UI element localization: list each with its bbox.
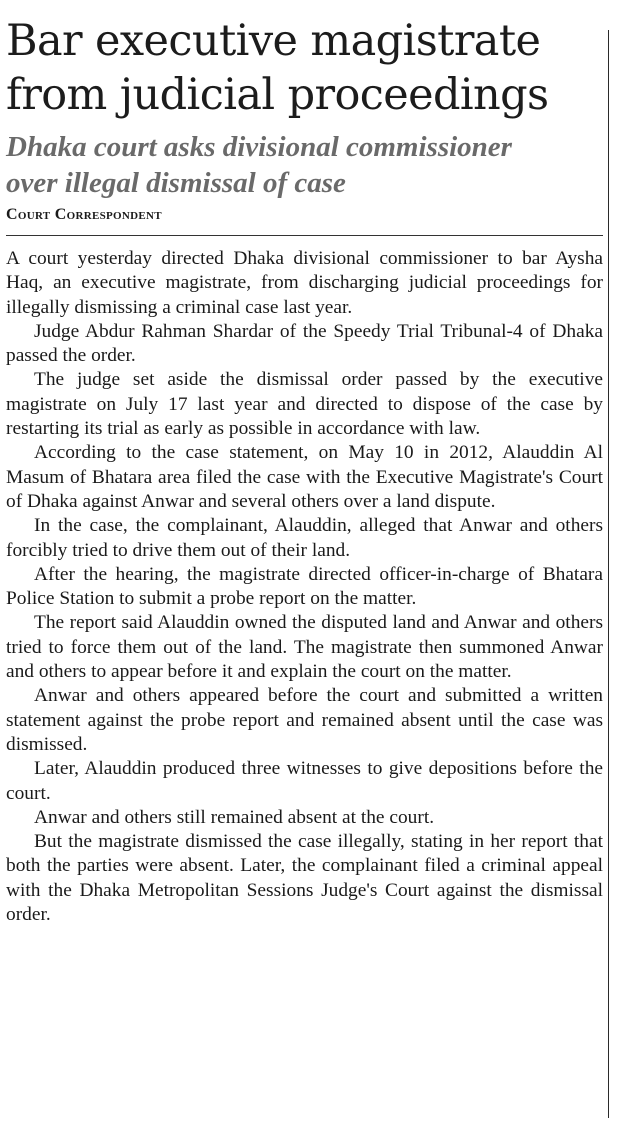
- byline-divider: [6, 235, 603, 236]
- headline: [6, 0, 603, 122]
- byline: Court Correspondent: [6, 206, 162, 223]
- paragraph: Judge Abdur Rahman Shardar of the Speedy Trial Tribunal-4 of Dhaka passed the order.: [6, 320, 603, 367]
- paragraph: The judge set aside the dismissal order passed by the executive magistrate on July 17 last year and directed to dispose of the case by restarting its trial as early as possible in accordance with law.: [6, 369, 603, 440]
- paragraph: Anwar and others still remained absent at the court.: [34, 806, 435, 828]
- paragraph: The report said Alauddin owned the disputed land and Anwar and others tried to force them out of the land. The magistrate then summoned Anwar and others to appear before it and explain the court on the matter.: [6, 612, 603, 683]
- paragraph: Later, Alauddin produced three witnesses to give depositions before the court.: [6, 758, 603, 804]
- paragraph: After the hearing, the magistrate directed officer-in-charge of Bhatara Police Station to submit a probe report on the matter.: [6, 563, 603, 610]
- subheadline-line-2: over illegal dismissal of case: [6, 167, 346, 199]
- column-divider: [608, 30, 609, 1118]
- subheadline-line-1: Dhaka court asks divisional commissioner: [6, 131, 512, 163]
- headline-line-1: Bar executive magistrate: [6, 16, 541, 66]
- paragraph: In the case, the complainant, Alauddin, alleged that Anwar and others forcibly tried to drive them out of their land.: [6, 515, 603, 561]
- headline-line-2: from judicial proceedings: [6, 70, 549, 120]
- news-article: [6, 0, 603, 1142]
- paragraph: But the magistrate dismissed the case illegally, stating in her report that both the parties were absent. Later, the complainant filed a criminal appeal with the Dhaka Metropolitan Sessions Judge's Court against the dismissal order.: [6, 831, 603, 926]
- subheadline: [6, 129, 603, 201]
- paragraph: A court yesterday directed Dhaka divisional commissioner to bar Aysha Haq, an executive magistrate, from discharging judicial proceedings for illegally dismissing a criminal case last year.: [6, 248, 603, 318]
- article-body: [6, 247, 603, 927]
- paragraph: Anwar and others appeared before the court and submitted a written statement against the probe report and remained absent until the case was dismissed.: [6, 685, 603, 755]
- paragraph: According to the case statement, on May 10 in 2012, Alauddin Al Masum of Bhatara area filed the case with the Executive Magistrate's Court of Dhaka against Anwar and several others over a land dispute.: [6, 442, 603, 512]
